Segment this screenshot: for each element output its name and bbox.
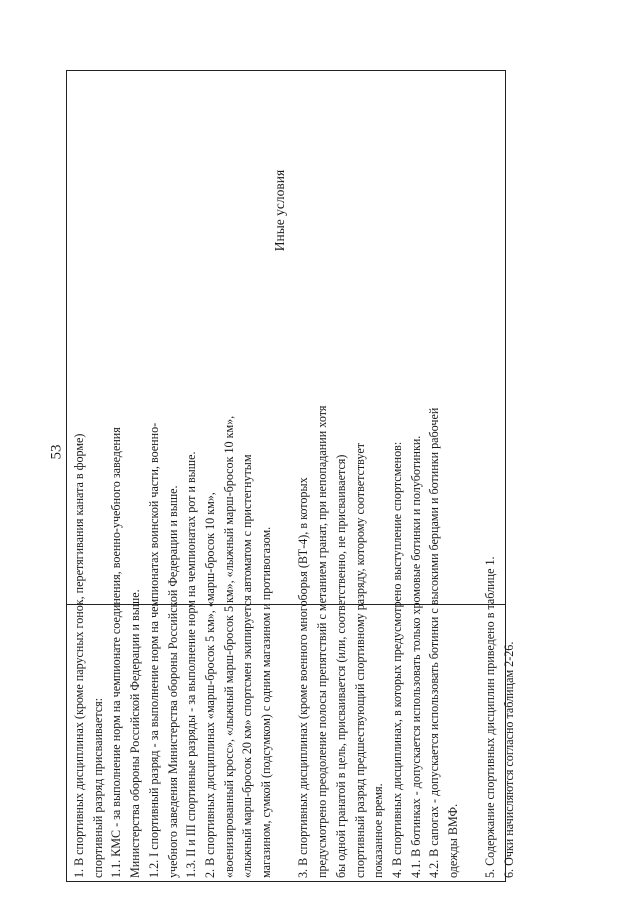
condition-line: 4.1. В ботинках - допускается использовать только хромовые ботинки и полуботинки.	[408, 435, 423, 878]
paragraph-gap	[463, 355, 482, 878]
condition-paragraph	[500, 355, 519, 878]
page-number: 53	[48, 444, 65, 460]
condition-line: бы одной гранатой в цель, присваивается (или, соответственно, не присваивается)	[333, 454, 348, 878]
condition-paragraph	[407, 355, 426, 878]
label-cell	[67, 71, 507, 350]
conditions-text-cell	[67, 350, 517, 883]
condition-line: одежды ВМФ.	[446, 803, 461, 878]
condition-paragraph	[481, 355, 500, 878]
condition-line: «лыжный марш-бросок 20 км» спортсмен экипируется автоматом с пристегнутым	[240, 454, 255, 878]
condition-paragraph	[388, 355, 407, 878]
condition-line: 1.2. I спортивный разряд - за выполнение норм на чемпионатах воинской части, военно-	[146, 422, 161, 878]
condition-line: 5. Содержание спортивных дисциплин приведено в таблице 1.	[483, 556, 498, 878]
conditions-table	[66, 70, 517, 882]
condition-line: «военизированный кросс», «лыжный марш-бросок 5 км», «лыжный марш-бросок 10 км»,	[221, 415, 236, 878]
condition-line: 6. Очки начисляются согласно таблицам 2-26.	[502, 641, 517, 878]
condition-line: показанное время.	[371, 783, 386, 878]
condition-paragraph	[201, 355, 276, 878]
condition-paragraph	[107, 355, 144, 878]
rotated-table-content	[67, 71, 517, 883]
condition-paragraph	[425, 355, 462, 878]
condition-paragraph	[294, 355, 388, 878]
paragraph-gap	[276, 355, 295, 878]
condition-paragraph	[70, 355, 107, 878]
condition-line: спортивный разряд присваивается:	[90, 697, 105, 878]
condition-line: спортивный разряд предшествующий спортивному разряду, которому соответствует	[352, 442, 367, 878]
condition-line: предусмотрено преодоление полосы препятствий с метанием гранат, при непопадании хотя	[315, 405, 330, 878]
condition-line: 1.1. КМС - за выполнение норм на чемпионате соединения, военно-учебного заведения	[109, 427, 124, 878]
condition-line: 2. В спортивных дисциплинах «марш-бросок 5 км», «марш-бросок 10 км»,	[202, 492, 217, 878]
condition-line: 4. В спортивных дисциплинах, в которых предусмотрено выступление спортсменов:	[389, 441, 404, 878]
condition-line: 1. В спортивных дисциплинах (кроме парусных гонок, перетягивания каната в форме)	[72, 433, 86, 878]
condition-line: 4.2. В сапогах - допускается использовать ботинки с высокими берцами и ботинки рабочей	[427, 407, 442, 878]
condition-paragraph	[182, 355, 201, 878]
condition-line: учебного заведения Министерства обороны Российской Федерации и выше.	[165, 485, 180, 878]
condition-line: 1.3. II и III спортивные разряды - за выполнение норм на чемпионатах рот и выше.	[184, 451, 199, 878]
condition-paragraph	[145, 355, 182, 878]
condition-line: магазином, сумкой (подсумком) с одним магазином и противогазом.	[259, 526, 274, 878]
condition-line: Министерства обороны Российской Федерации и выше.	[128, 589, 143, 878]
other-conditions-label: Иные условия	[272, 169, 287, 252]
condition-line: 3. В спортивных дисциплинах (кроме военного многоборья (ВТ-4), в которых	[296, 477, 311, 878]
